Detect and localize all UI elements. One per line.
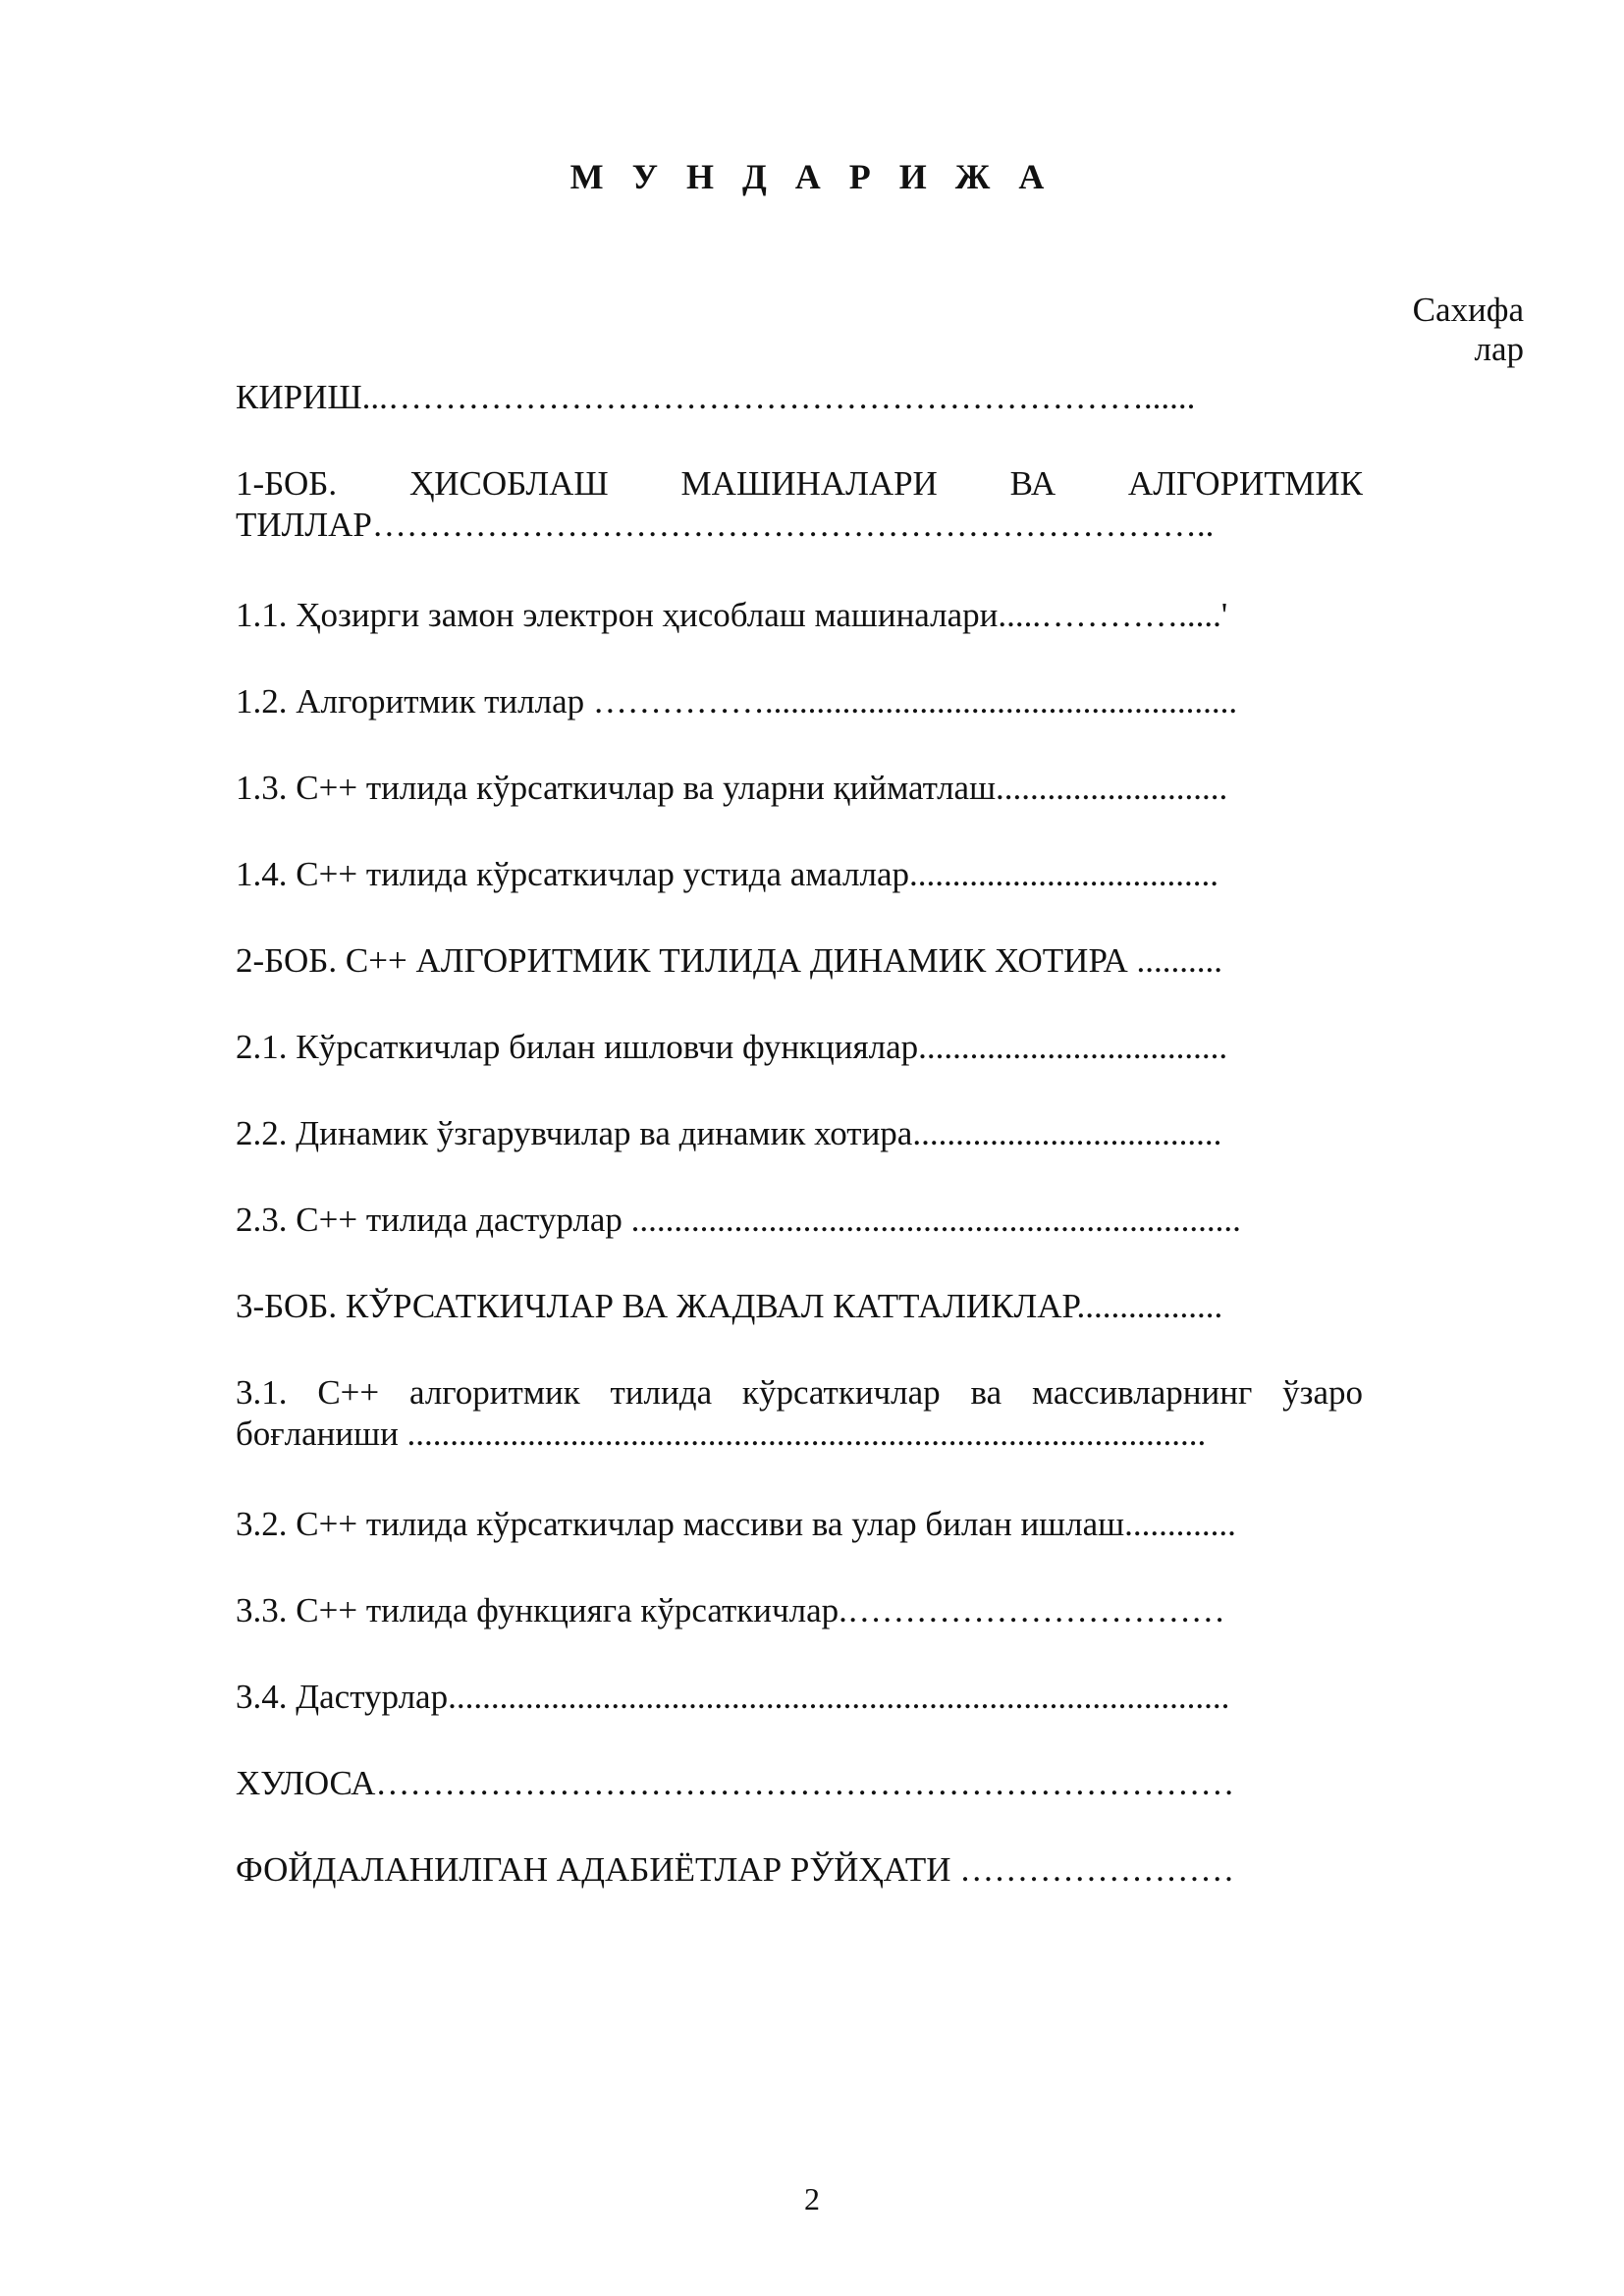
toc-entry-section-3-4: 3.4. Дастурлар........................................................................................... [236,1678,1230,1716]
toc-entry-section-1-4: 1.4. С++ тилида кўрсаткичлар устида амаллар.................................... [236,855,1219,893]
document-title: М У Н Д А Р И Ж А [569,157,1055,196]
toc-entry-chapter-1: 1-БОБ. ҲИСОБЛАШ МАШИНАЛАРИ ВА АЛГОРИТМИК ТИЛЛАР……………………………………………………………….. [236,464,1363,544]
toc-entry-section-3-3: 3.3. С++ тилида функцияга кўрсаткичлар.…………………………… [236,1591,1225,1629]
pages-column-label [1375,291,1524,369]
pages-column-label-text: Сахифа лар [1412,291,1524,368]
toc-entry-chapter-2: 2-БОБ. С++ АЛГОРИТМИК ТИЛИДА ДИНАМИК ХОТИРА .......... [236,941,1222,980]
toc-entry-section-1-2: 1.2. Алгоритмик тиллар ……………....................................................... [236,682,1238,721]
toc-entry-conclusion: ХУЛОСА………………………………………………………………… [236,1764,1235,1802]
toc-entry-introduction: КИРИШ...…………………………………………………………...... [236,378,1196,416]
page-number: 2 [804,2181,820,2216]
toc-entry-section-2-1: 2.1. Кўрсаткичлар билан ишловчи функциялар.................................... [236,1028,1228,1066]
toc-entry-section-1-3: 1.3. С++ тилида кўрсаткичлар ва уларни қийматлаш........................... [236,769,1228,807]
toc-entry-references: ФОЙДАЛАНИЛГАН АДАБИЁТЛАР РЎЙҲАТИ …………………… [236,1850,1235,1889]
table-of-contents [236,0,1363,2061]
toc-entry-section-3-1: 3.1. С++ алгоритмик тилида кўрсаткичлар ва массивларнинг ўзаро боғланиши ............................................................................................. [236,1373,1363,1453]
toc-entry-chapter-3: 3-БОБ. КЎРСАТКИЧЛАР ВА ЖАДВАЛ КАТТАЛИКЛАР................. [236,1287,1223,1325]
toc-entry-section-1-1: 1.1. Ҳозирги замон электрон ҳисоблаш машиналари.....………….....' [236,596,1228,634]
toc-entry-section-2-2: 2.2. Динамик ўзгарувчилар ва динамик хотира.................................... [236,1114,1222,1152]
toc-entry-section-3-2: 3.2. С++ тилида кўрсаткичлар массиви ва улар билан ишлаш............. [236,1505,1236,1543]
toc-entry-section-2-3: 2.3. С++ тилида дастурлар ....................................................................... [236,1201,1241,1239]
